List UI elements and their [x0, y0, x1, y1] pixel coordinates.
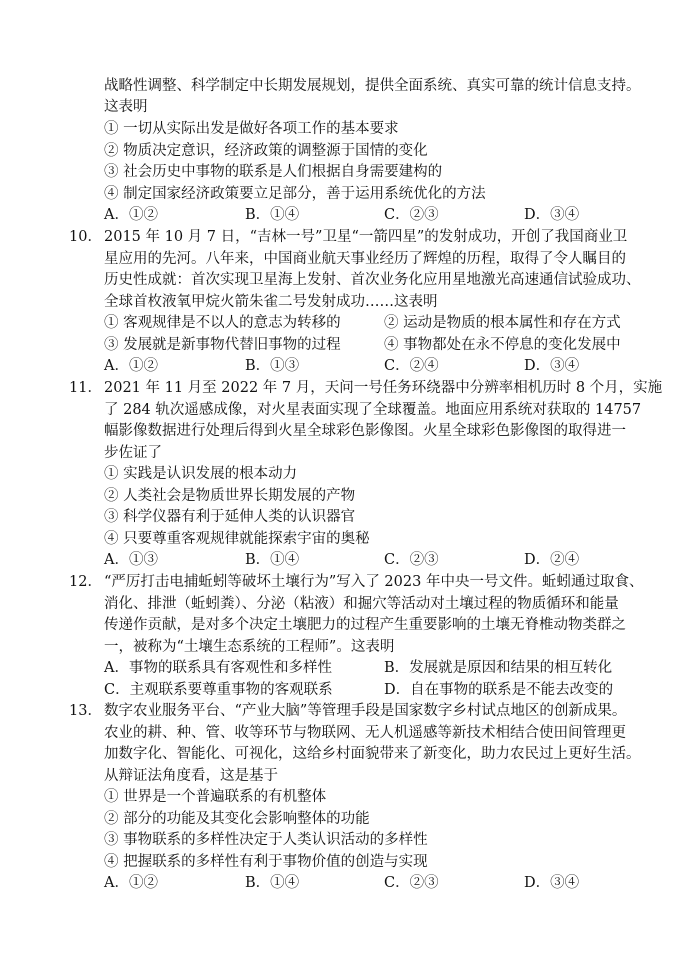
q13-option-c: C．②③ [384, 875, 439, 891]
intro-statement-3: ③ 社会历史中事物的联系是人们根据自身需要建构的 [104, 164, 443, 180]
q13-statement-3: ③ 事物联系的多样性决定于人类认识活动的多样性 [104, 832, 428, 848]
q11-statement-1: ① 实践是认识发展的根本动力 [104, 466, 298, 482]
intro-statement-1: ① 一切从实际出发是做好各项工作的基本要求 [104, 121, 399, 137]
q12-line-2: 消化、排泄（蚯蚓粪）、分泌（粘液）和掘穴等活动对土壤过程的物质循环和能量 [104, 596, 619, 612]
q13-option-d: D．③④ [524, 875, 580, 891]
q10-option-b: B．①③ [245, 358, 300, 374]
q13-statement-4: ④ 把握联系的多样性有利于事物价值的创造与实现 [104, 854, 428, 870]
q11-line-4: 步佐证了 [104, 445, 162, 461]
q11-option-c: C．②③ [384, 552, 439, 568]
q13-option-b: B．①④ [245, 875, 300, 891]
q11-line-3: 幅影像数据进行处理后得到火星全球彩色影像图。火星全球彩色影像图的取得进一 [104, 423, 626, 439]
q10-statement-3: ③ 发展就是新事物代替旧事物的过程 [104, 337, 341, 353]
q10-option-a: A．①② [104, 358, 158, 374]
intro-option-b: B．①④ [245, 207, 300, 223]
intro-option-c: C．②③ [384, 207, 439, 223]
q11-number: 11． [69, 380, 102, 396]
q10-line-4: 全球首枚液氧甲烷火箭朱雀二号发射成功……这表明 [104, 294, 438, 310]
q12-line-3: 传递作贡献，是对多个决定土壤肥力的过程产生重要影响的土壤无脊椎动物类群之 [104, 617, 626, 633]
q13-statement-2: ② 部分的功能及其变化会影响整体的功能 [104, 811, 370, 827]
q10-line-3: 历史性成就：首次实现卫星海上发射、首次业务化应用星地激光高速通信试验成功、 [104, 272, 641, 288]
q10-line-2: 星应用的先河。八年来，中国商业航天事业经历了辉煌的历程，取得了令人瞩目的 [104, 251, 626, 267]
q12-number: 12． [69, 574, 102, 590]
q11-statement-2: ② 人类社会是物质世界长期发展的产物 [104, 488, 356, 504]
q11-statement-3: ③ 科学仪器有利于延伸人类的认识器官 [104, 509, 356, 525]
q10-statement-4: ④ 事物都处在永不停息的变化发展中 [384, 337, 621, 353]
q11-line-1: 2021 年 11 月至 2022 年 7 月，天问一号任务环绕器中分辨率相机历时 8 个月，实施 [104, 380, 663, 396]
q12-option-a: A．事物的联系具有客观性和多样性 [104, 660, 332, 676]
q10-option-c: C．②④ [384, 358, 439, 374]
q10-statement-1: ① 客观规律是不以人的意志为转移的 [104, 315, 341, 331]
q13-line-3: 加数字化、智能化、可视化，这给乡村面貌带来了新变化，助力农民过上更好生活。 [104, 746, 641, 762]
q11-statement-4: ④ 只要尊重客观规律就能探索宇宙的奥秘 [104, 531, 370, 547]
q13-option-a: A．①② [104, 875, 158, 891]
q13-number: 13． [69, 703, 102, 719]
q13-line-4: 从辩证法角度看，这是基于 [104, 768, 278, 784]
q13-line-2: 农业的耕、种、管、收等环节与物联网、无人机遥感等新技术相结合使田间管理更 [104, 725, 626, 741]
q13-statement-1: ① 世界是一个普遍联系的有机整体 [104, 789, 327, 805]
q12-option-d: D．自在事物的联系是不能去改变的 [384, 682, 614, 698]
q10-statement-2: ② 运动是物质的根本属性和存在方式 [384, 315, 621, 331]
q13-line-1: 数字农业服务平台、“产业大脑”等管理手段是国家数字乡村试点地区的创新成果。 [104, 703, 627, 719]
intro-statement-4: ④ 制定国家经济政策要立足部分，善于运用系统优化的方法 [104, 186, 486, 202]
q12-option-c: C．主观联系要尊重事物的客观联系 [104, 682, 333, 698]
q11-line-2: 了 284 轨次遥感成像，对火星表面实现了全球覆盖。地面应用系统对获取的 14757 [104, 402, 642, 418]
intro-line-2: 这表明 [104, 99, 148, 115]
q11-option-b: B．①④ [245, 552, 300, 568]
intro-option-d: D．③④ [524, 207, 580, 223]
q10-option-d: D．③④ [524, 358, 580, 374]
intro-statement-2: ② 物质决定意识，经济政策的调整源于国情的变化 [104, 143, 428, 159]
q11-option-a: A．①③ [104, 552, 158, 568]
q10-number: 10． [69, 229, 102, 245]
q12-line-4: 一，被称为“土壤生态系统的工程师”。这表明 [104, 639, 395, 655]
q12-line-1: “严厉打击电捕蚯蚓等破坏土壤行为”写入了 2023 年中央一号文件。蚯蚓通过取食、 [104, 574, 644, 590]
q12-option-b: B．发展就是原因和结果的相互转化 [384, 660, 613, 676]
q11-option-d: D．②④ [524, 552, 580, 568]
intro-option-a: A．①② [104, 207, 158, 223]
q10-line-1: 2015 年 10 月 7 日，“吉林一号”卫星“一箭四星”的发射成功，开创了我国商业卫 [104, 229, 628, 245]
intro-line-1: 战略性调整、科学制定中长期发展规划，提供全面系统、真实可靠的统计信息支持。 [104, 78, 641, 94]
